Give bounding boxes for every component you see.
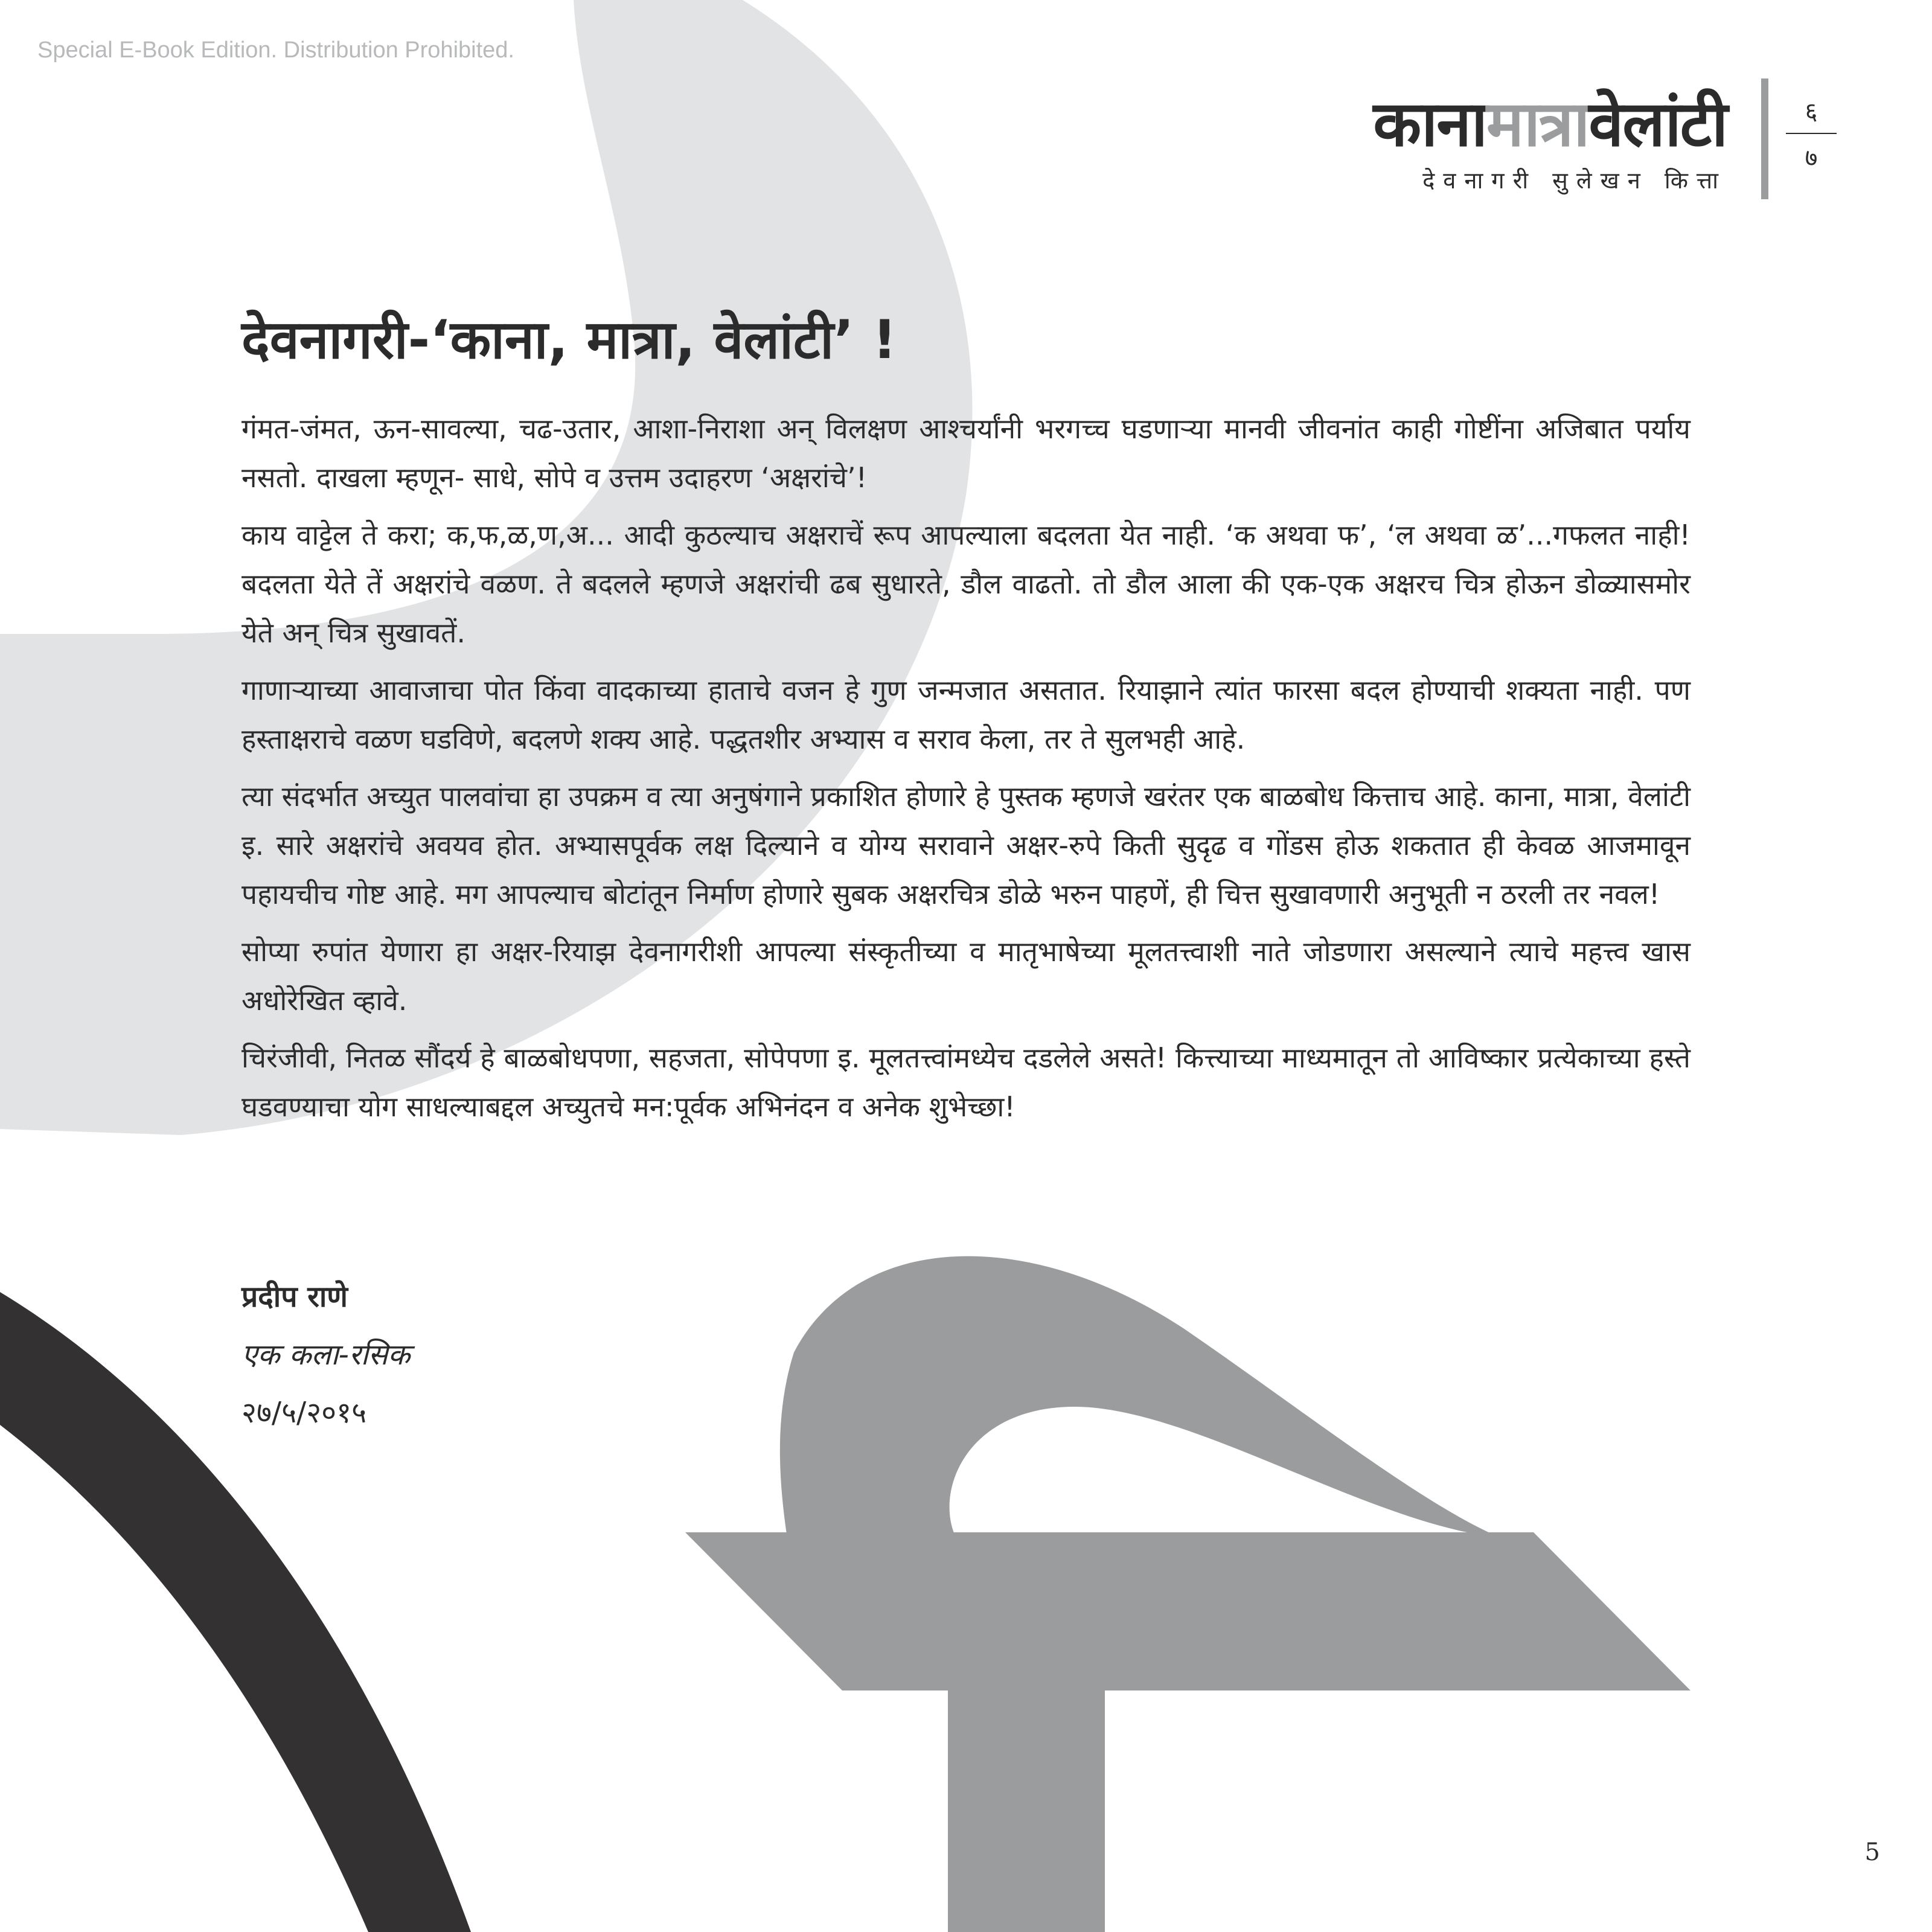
book-logo (1373, 87, 1727, 196)
paragraph: चिरंजीवी, नितळ सौंदर्य हे बाळबोधपणा, सहजता, सोपेपणा इ. मूलतत्त्वांमध्येच दडलेले असते! कित्त्याच्या माध्यमातून तो आविष्कार प्रत्येकाच्या हस्ते घडवण्याचा योग साधल्याबद्दल अच्युतचे मन:पूर्वक अभिनंदन व अनेक शुभेच्छा! (242, 1041, 1690, 1123)
logo-subtitle: देवनागरी सुलेखन कित्ता (1422, 167, 1727, 194)
paragraph: गाणाऱ्याच्या आवाजाचा पोत किंवा वादकाच्या हाताचे वजन हे गुण जन्मजात असतात. रियाझाने त्यांत फारसा बदल होण्याची शक्यता नाही. पण हस्ताक्षराचे वळण घडविणे, बदलणे शक्य आहे. पद्धतशीर अभ्यास व सराव केला, तर ते सुलभही आहे. (242, 674, 1690, 755)
logo-matra: मात्रा (1486, 87, 1589, 161)
author-role: एक कला-रसिक (242, 1338, 411, 1372)
paragraph: सोप्या रुपांत येणारा हा अक्षर-रियाझ देवनागरीशी आपल्या संस्कृतीच्या व मातृभाषेच्या मूलतत्त्वाशी नाते जोडणारा असल्याने त्याचे महत्त्व खास अधोरेखित व्हावे. (242, 935, 1690, 1017)
section-number (1781, 94, 1841, 173)
gray-stem-shape (948, 1687, 1105, 1932)
signature-date: २७/५/२०१५ (242, 1396, 367, 1430)
paragraph: त्या संदर्भात अच्युत पालवांचा हा उपक्रम व त्या अनुषंगाने प्रकाशित होणारे हे पुस्तक म्हणजे खरंतर एक बाळबोध कित्ताच आहे. काना, मात्रा, वेलांटी इ. सारे अक्षरांचे अवयव होत. अभ्यासपूर्वक लक्ष दिल्याने व योग्य सरावाने अक्षर-रुपे किती सुदृढ व गोंडस होऊ शकतात ही केवळ आजमावून पहायचीच गोष्ट आहे. मग आपल्याच बोटांतून निर्माण होणारे सुबक अक्षरचित्र डोळे भरुन पाहणें, ही चित्त सुखावणारी अनुभूती न ठरली तर नवल! (242, 780, 1690, 910)
logo-kana: काना (1373, 87, 1486, 161)
watermark-text: Special E-Book Edition. Distribution Prohibited. (37, 37, 514, 63)
logo-velanti: वेलांटी (1588, 87, 1727, 161)
section-number-bottom: ७ (1805, 144, 1818, 172)
author-name: प्रदीप राणे (242, 1280, 348, 1314)
signature-block (242, 1268, 410, 1442)
header-divider-bar (1761, 78, 1768, 199)
gray-bar-shape (685, 1532, 1690, 1690)
paragraph: काय वाट्टेल ते करा; क,फ,ळ,ण,अ... आदी कुठल्याच अक्षराचें रूप आपल्याला बदलता येत नाही. ‘क अथवा फ’, ‘ल अथवा ळ’...गफलत नाही! बदलता येते तें अक्षरांचे वळण. ते बदलले म्हणजे अक्षरांची ढब सुधारते, डौल वाढतो. तो डौल आला की एक-एक अक्षरच चित्र होऊन डोळ्यासमोर येते अन् चित्र सुखावतें. (242, 519, 1690, 649)
article-body (242, 405, 1690, 1140)
section-number-rule (1786, 133, 1837, 134)
page-title: देवनागरी-‘काना, मात्रा, वेलांटी’ ! (242, 308, 897, 371)
section-number-top: ६ (1805, 98, 1818, 126)
page-number: 5 (1864, 1838, 1880, 1866)
gray-matra-hook-shape (780, 1256, 1491, 1561)
paragraph: गंमत-जंमत, ऊन-सावल्या, चढ-उतार, आशा-निराशा अन् विलक्षण आश्चर्यांनी भरगच्च घडणाऱ्या मानवी जीवनांत काही गोष्टींना अजिबात पर्याय नसतो. दाखला म्हणून- साधे, सोपे व उत्तम उदाहरण ‘अक्षरांचे’! (242, 412, 1690, 494)
logo-title (1373, 87, 1727, 161)
